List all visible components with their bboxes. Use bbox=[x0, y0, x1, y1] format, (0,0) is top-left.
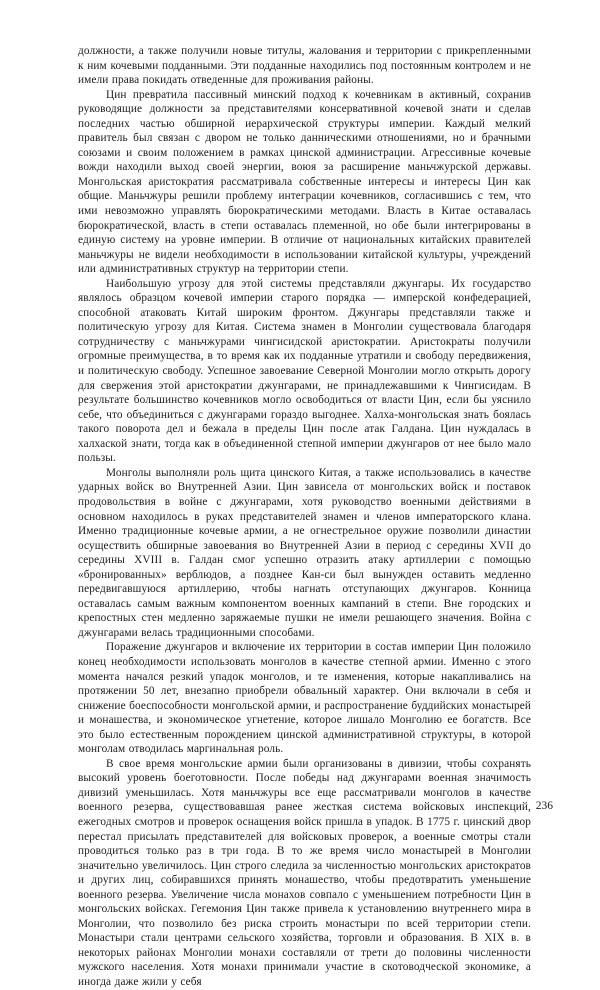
paragraph: Поражение джунгаров и включение их территории в состав империи Цин положило конец необходимости использовать монголов в качестве степной армии. Именно с этого момента начался резкий упадок монголов, и те изменения, которые накапливались на протяжении 50 лет, внезапно приобрели обвальный характер. Они включали в себя и снижение боеспособности монгольской армии, и распространение буддийских монастырей и монашества, и экономическое угнетение, которое лишало Монголию ее богатств. Все это было естественным порождением цинской административной структуры, в которой монголам отводилась маргинальная роль. bbox=[78, 641, 531, 756]
paragraph: Наибольшую угрозу для этой системы представляли джунгары. Их государство являлось образцом кочевой империи старого порядка — имперской конфедерацией, способной атаковать Китай широким фронтом. Джунгары представляли также и политическую угрозу для Китая. Система знамен в Монголии существовала благодаря сотрудничеству с маньчжурами чингисидской аристократии. Аристократы получили огромные преимущества, в то время как их подданные утратили и свободу передвижения, и политическую свободу. Успешное завоевание Северной Монголии могло открыть дорогу для свержения этой аристократии джунгарами, не принадлежавшими к Чингисидам. В результате большинство кочевников могло освободиться от власти Цин, если бы уяснило себе, что объединиться с джунгарами гораздо выгоднее. Халха-монгольская знать боялась такого поворота дел и бежала в пределы Цин после атак Галдана. Цин нуждалась в халхаской знати, тогда как в объединенной степной империи джунгаров от нее было мало пользы. bbox=[78, 277, 531, 465]
paragraph: должности, а также получили новые титулы, жалования и территории с прикрепленными к ним кочевыми подданными. Эти подданные находились под постоянным контролем и не имели права покидать отведенные для проживания районы. bbox=[78, 45, 531, 87]
paragraph: Монголы выполняли роль щита цинского Китая, а также использовались в качестве ударных войск во Внутренней Азии. Цин зависела от монгольских войск и поставок продовольствия в войне с джунгарами, хотя руководство военными действиями в основном находилось в руках представителей знамен и членов императорского клана. Именно традиционные кочевые армии, а не огнестрельное оружие позволили династии осуществить обширные завоевания во Внутренней Азии в период с середины XVII до середины XVIII в. Галдан смог успешно отразить атаку артиллерии с помощью «бронированных» верблюдов, а позднее Кан-си был вынужден оставить медленно передвигавшуюся артиллерию, чтобы нагнать отступающих джунгаров. Конница оставалась самым важным компонентом военных кампаний в степи. Вне городских и крепостных стен медленно заряжаемые пушки не имели решающего значения. Война с джунгарами велась традиционными способами. bbox=[78, 466, 531, 639]
page-number: 236 bbox=[535, 800, 553, 812]
paragraph: В свое время монгольские армии были организованы в дивизии, чтобы сохранять высокий уровень боеготовности. После победы над джунгарами военная значимость дивизий уменьшилась. Хотя маньчжуры все еще рассматривали монголов в качестве военного резерва, существовавшая ранее жесткая система войсковых инспекций, ежегодных смотров и проверок оснащения войск пришла в упадок. В 1775 г. цинский двор перестал присылать представителей для войсковых проверок, а военные смотры стали проводиться только раз в три года. В то же время число монастырей в Монголии значительно увеличилось. Цин строго следила за численностью монгольских аристократов и других лиц, собиравшихся принять монашество, чтобы предотвратить уменьшение военного резерва. Увеличение числа монахов совпало с уменьшением потребности Цин в монгольских войсках. Гегемония Цин также привела к установлению внутреннего мира в Монголии, что позволило без риска строить монастыри по всей территории степи. Монастыри стали центрами сельского хозяйства, торговли и образования. В XIX в. в некоторых районах Монголии монахи составляли от трети до половины численности мужского населения. Хотя монахи принимали участие в скотоводческой экономике, а иногда даже жили у себя bbox=[78, 757, 531, 988]
text-block bbox=[78, 44, 531, 990]
paragraph: Цин превратила пассивный минский подход к кочевникам в активный, сохранив руководящие должности за представителями консервативной кочевой знати и сделав последних частью обширной иерархической структуры империи. Каждый мелкий правитель был связан с двором не только данническими отношениями, но и брачными союзами и своим положением в рамках цинской администрации. Агрессивные кочевые вожди находили выход своей энергии, воюя за расширение маньчжурской державы. Монгольская аристократия рассматривала собственные интересы и интересы Цин как общие. Маньчжуры решили проблему интеграции кочевников, согласившись с тем, что ими невозможно управлять бюрократическими методами. Власть в Китае оставалась бюрократической, власть в степи оставалась племенной, но обе были интегрированы в единую систему на уровне империи. В отличие от национальных китайских правителей маньчжуры не видели необходимости в использовании китайской культуры, учреждений или административных структур на территории степи. bbox=[78, 88, 531, 276]
